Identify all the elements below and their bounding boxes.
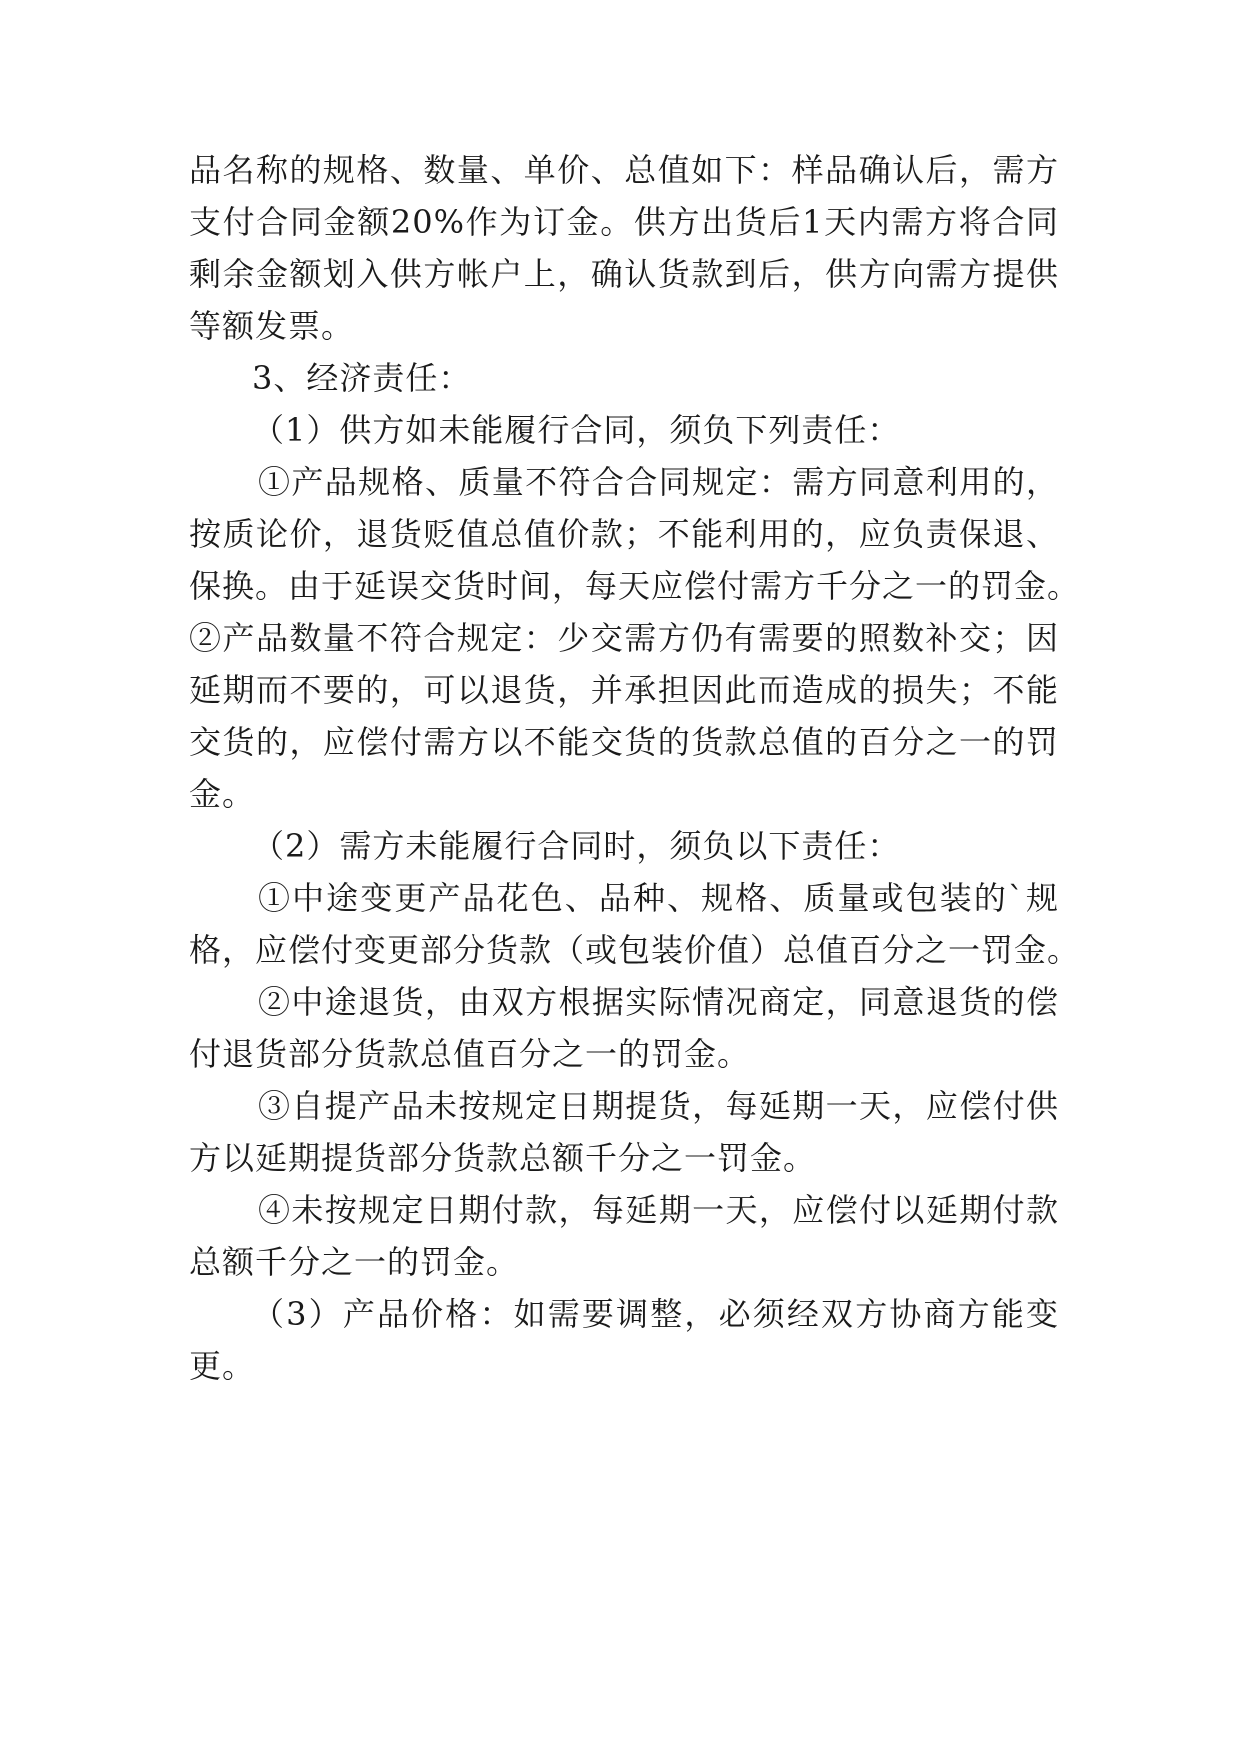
text-line: 保换。由于延误交货时间，每天应偿付需方千分之一的罚金。 — [189, 567, 1081, 605]
text-line: 付退货部分货款总值百分之一的罚金。 — [189, 1035, 751, 1073]
section-heading: 3、经济责任： — [252, 359, 472, 397]
text-line: ④未按规定日期付款，每延期一天，应偿付以延期付款 — [258, 1191, 1059, 1229]
text-line: 交货的，应偿付需方以不能交货的货款总值的百分之一的罚 — [189, 723, 1059, 761]
text-line: 延期而不要的，可以退货，并承担因此而造成的损失；不能 — [189, 671, 1059, 709]
text-line: 品名称的规格、数量、单价、总值如下：样品确认后，需方 — [189, 151, 1059, 189]
text-line: 按质论价，退货贬值总值价款；不能利用的，应负责保退、 — [189, 515, 1059, 553]
text-line: ①产品规格、质量不符合合同规定：需方同意利用的， — [258, 463, 1059, 501]
subsection-heading: （2）需方未能履行合同时，须负以下责任： — [252, 827, 901, 865]
text-line: 金。 — [189, 775, 256, 813]
text-line: 支付合同金额20%作为订金。供方出货后1天内需方将合同 — [189, 203, 1059, 241]
text-line: 总额千分之一的罚金。 — [189, 1243, 520, 1281]
subsection-heading: （1）供方如未能履行合同，须负下列责任： — [252, 411, 901, 449]
text-line: 剩余金额划入供方帐户上，确认货款到后，供方向需方提供 — [189, 255, 1059, 293]
subsection-heading: （3）产品价格：如需要调整，必须经双方协商方能变 — [252, 1295, 1059, 1333]
text-line: ①中途变更产品花色、品种、规格、质量或包装的`规 — [258, 879, 1059, 917]
text-line: ②产品数量不符合规定：少交需方仍有需要的照数补交；因 — [189, 619, 1059, 657]
text-line: 方以延期提货部分货款总额千分之一罚金。 — [189, 1139, 817, 1177]
text-line: 更。 — [189, 1347, 256, 1385]
text-line: 格，应偿付变更部分货款（或包装价值）总值百分之一罚金。 — [189, 931, 1081, 969]
text-line: 等额发票。 — [189, 307, 355, 345]
text-line: ②中途退货，由双方根据实际情况商定，同意退货的偿 — [258, 983, 1059, 1021]
text-line: ③自提产品未按规定日期提货，每延期一天，应偿付供 — [258, 1087, 1059, 1125]
